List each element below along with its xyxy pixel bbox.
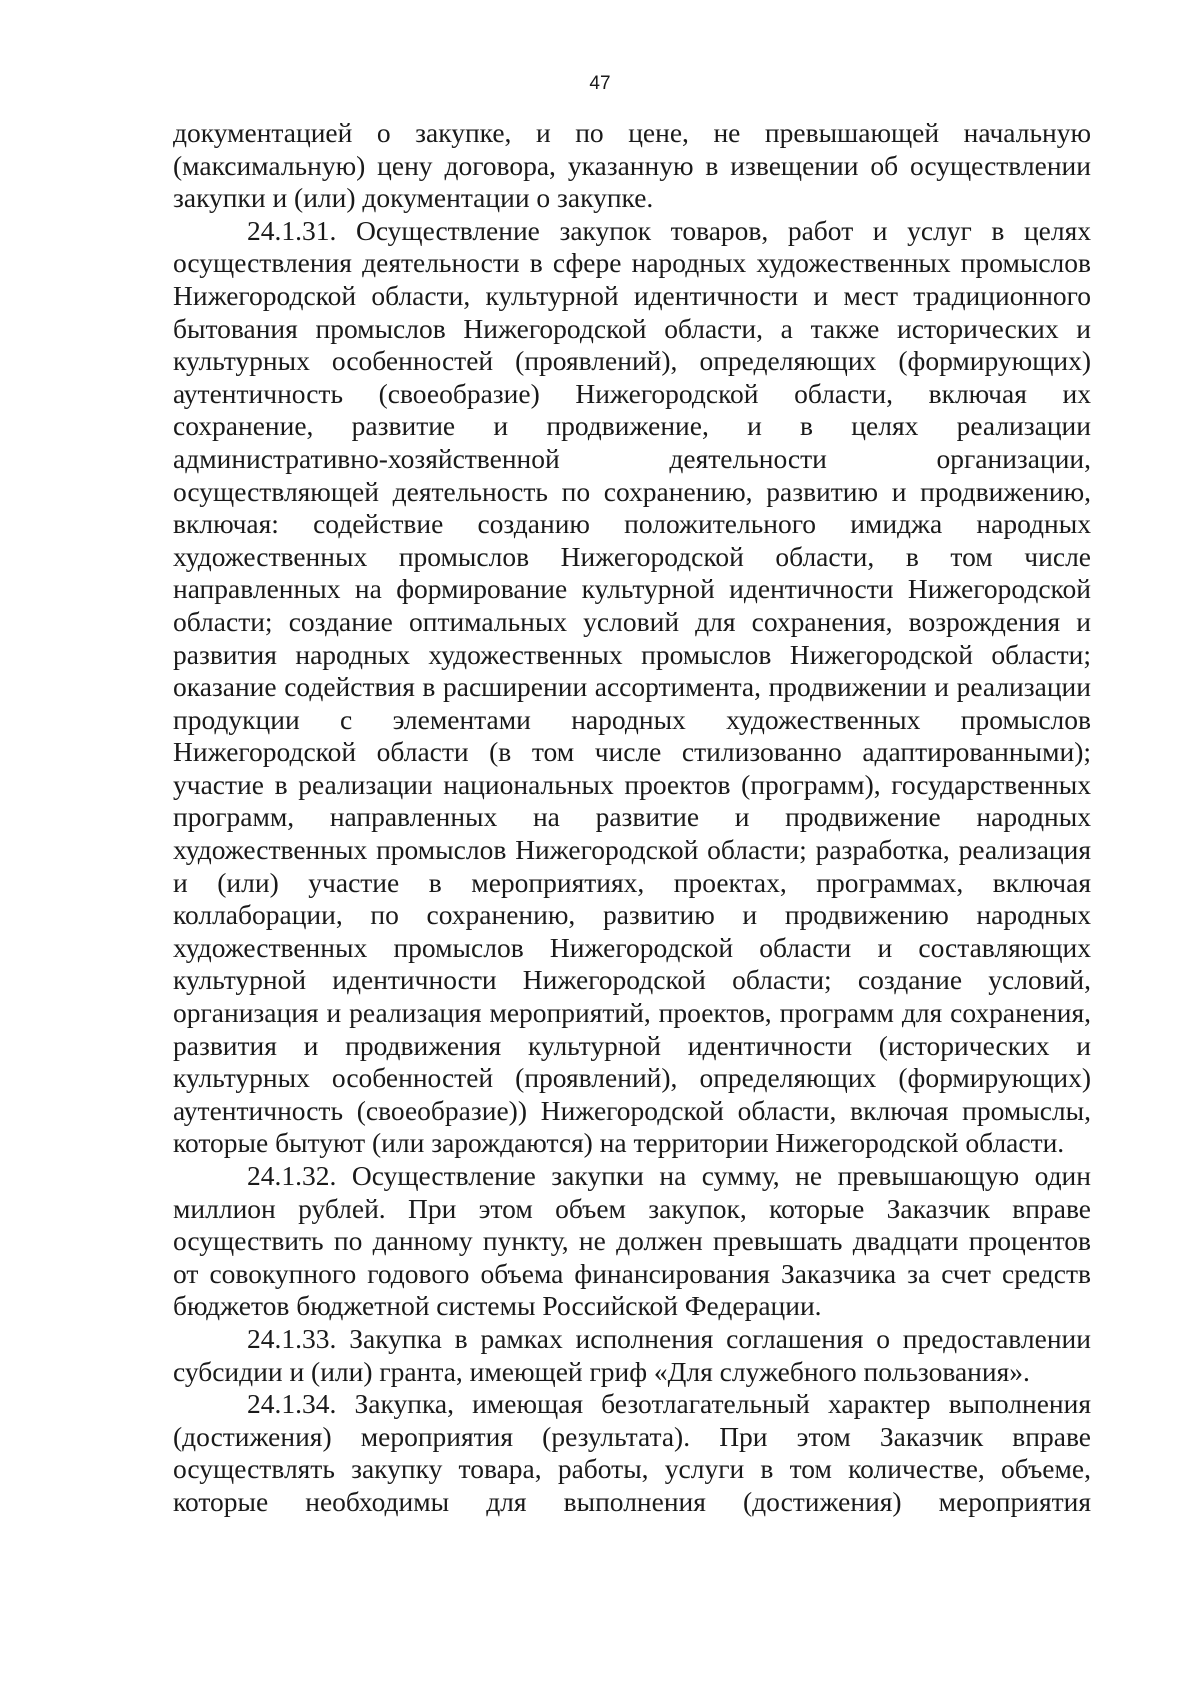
paragraph-24-1-32: 24.1.32. Осуществление закупки на сумму, не превышающую один миллион рублей. При этом объем закупок, которые Заказчик вправе осуществить по данному пункту, не должен превышать двадцати процентов от совокупного годового объема финансирования Заказчика за счет средств бюджетов бюджетной системы Российской Федерации. (173, 1160, 1091, 1322)
paragraph-24-1-33: 24.1.33. Закупка в рамках исполнения соглашения о предоставлении субсидии и (или) гранта, имеющей гриф «Для служебного пользования». (173, 1322, 1091, 1387)
paragraph-24-1-34: 24.1.34. Закупка, имеющая безотлагательный характер выполнения (достижения) мероприятия (результата). При этом Заказчик вправе осуществлять закупку товара, работы, услуги в том количестве, объеме, которые необходимы для выполнения (достижения) мероприятия (173, 1388, 1091, 1517)
paragraph-continuation: документацией о закупке, и по цене, не превышающей начальную (максимальную) цену договора, указанную в извещении об осуществлении закупки и (или) документации о закупке. (173, 117, 1091, 214)
document-body (173, 117, 1091, 1519)
page-number: 47 (589, 73, 611, 94)
paragraph-24-1-31: 24.1.31. Осуществление закупок товаров, работ и услуг в целях осуществления деятельности в сфере народных художественных промыслов Нижегородской области, культурной идентичности и мест традиционного бытования промыслов Нижегородской области, а также исторических и культурных особенностей (проявлений), определяющих (формирующих) аутентичность (своеобразие) Нижегородской области, включая их сохранение, развитие и продвижение, и в целях реализации административно-хозяйственной деятельности организации, осуществляющей деятельность по сохранению, развитию и продвижению, включая: содействие созданию положительного имиджа народных художественных промыслов Нижегородской области, в том числе направленных на формирование культурной идентичности Нижегородской области; создание оптимальных условий для сохранения, возрождения и развития народных художественных промыслов Нижегородской области; оказание содействия в расширении ассортимента, продвижении и реализации продукции с элементами народных художественных промыслов Нижегородской области (в том числе стилизованно адаптированными); участие в реализации национальных проектов (программ), государственных программ, направленных на развитие и продвижение народных художественных промыслов Нижегородской области; разработка, реализация и (или) участие в мероприятиях, проектах, программах, включая коллаборации, по сохранению, развитию и продвижению народных художественных промыслов Нижегородской области и составляющих культурной идентичности Нижегородской области; создание условий, организация и реализация мероприятий, проектов, программ для сохранения, развития и продвижения культурной идентичности (исторических и культурных особенностей (проявлений), определяющих (формирующих) аутентичность (своеобразие)) Нижегородской области, включая промыслы, которые бытуют (или зарождаются) на территории Нижегородской области. (173, 214, 1091, 1159)
